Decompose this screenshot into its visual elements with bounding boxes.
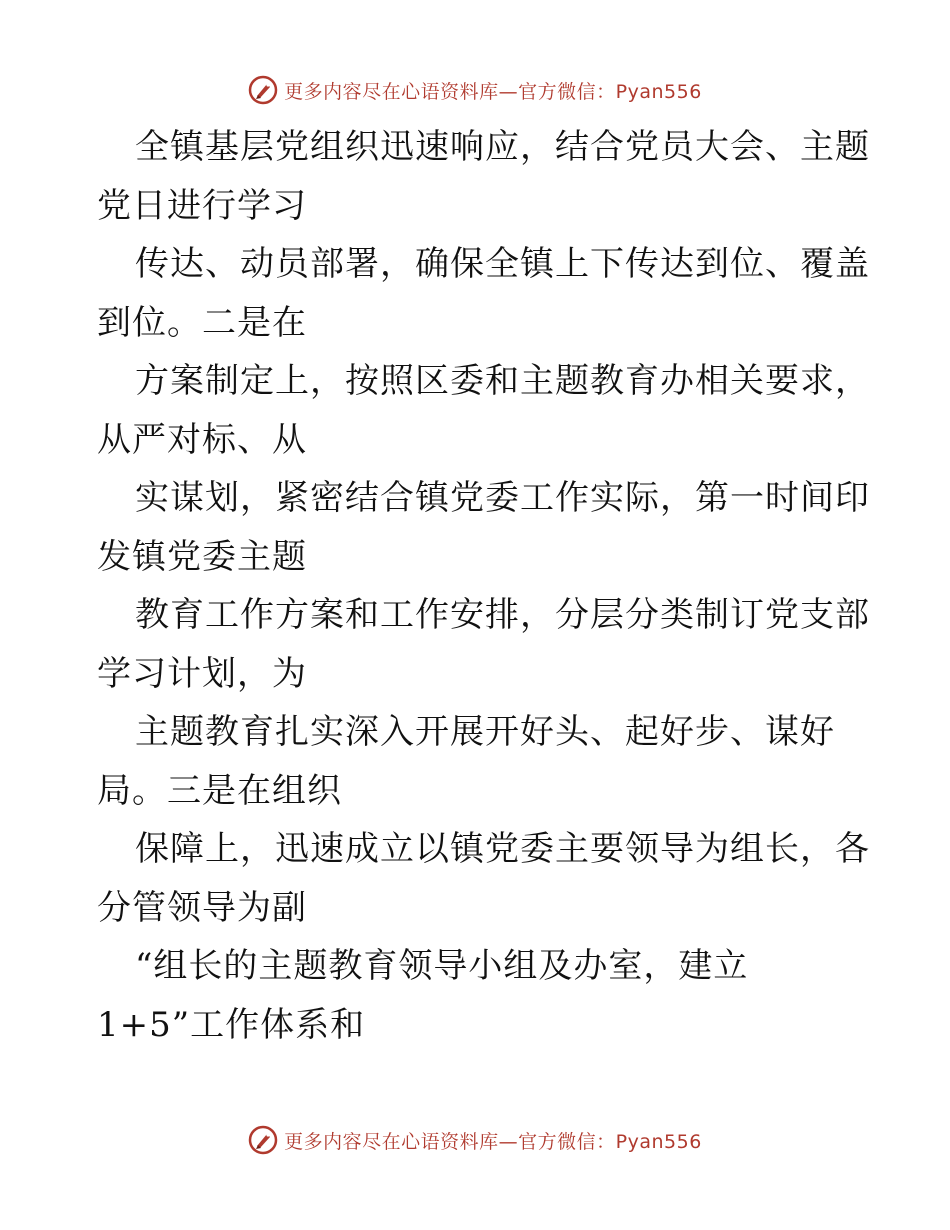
body-line: “组长的主题教育领导小组及办室，建立 [135,946,749,986]
body-line: 方案制定上，按照区委和主题教育办相关要求， [135,361,870,401]
body-line: 教育工作方案和工作安排，分层分类制订党支部 [135,595,870,635]
document-body [97,118,870,1054]
body-line: 从严对标、从 [97,419,307,460]
pen-nib-logo-icon [248,1125,278,1155]
body-line: 实谋划，紧密结合镇党委工作实际，第一时间印 [135,478,870,518]
body-line: 党日进行学习 [97,185,307,226]
footer-banner-text: 更多内容尽在心语资料库—官方微信：Pyan556 [284,1130,702,1153]
pen-nib-logo-icon [248,75,278,105]
body-line: 学习计划，为 [97,653,307,694]
header-banner-text: 更多内容尽在心语资料库—官方微信：Pyan556 [284,80,702,103]
body-line: 发镇党委主题 [97,536,307,577]
body-line: 到位。二是在 [97,302,307,343]
body-line: 传达、动员部署，确保全镇上下传达到位、覆盖 [135,244,870,284]
body-line: 保障上，迅速成立以镇党委主要领导为组长，各 [135,829,870,869]
body-line: 1+5”工作体系和 [97,1004,366,1045]
body-line: 分管领导为副 [97,887,307,928]
header-watermark-banner [0,70,950,110]
footer-watermark-banner [0,1120,950,1160]
body-line: 主题教育扎实深入开展开好头、起好步、谋好 [135,712,835,752]
body-line: 全镇基层党组织迅速响应，结合党员大会、主题 [135,127,870,167]
body-line: 局。三是在组织 [97,770,342,811]
